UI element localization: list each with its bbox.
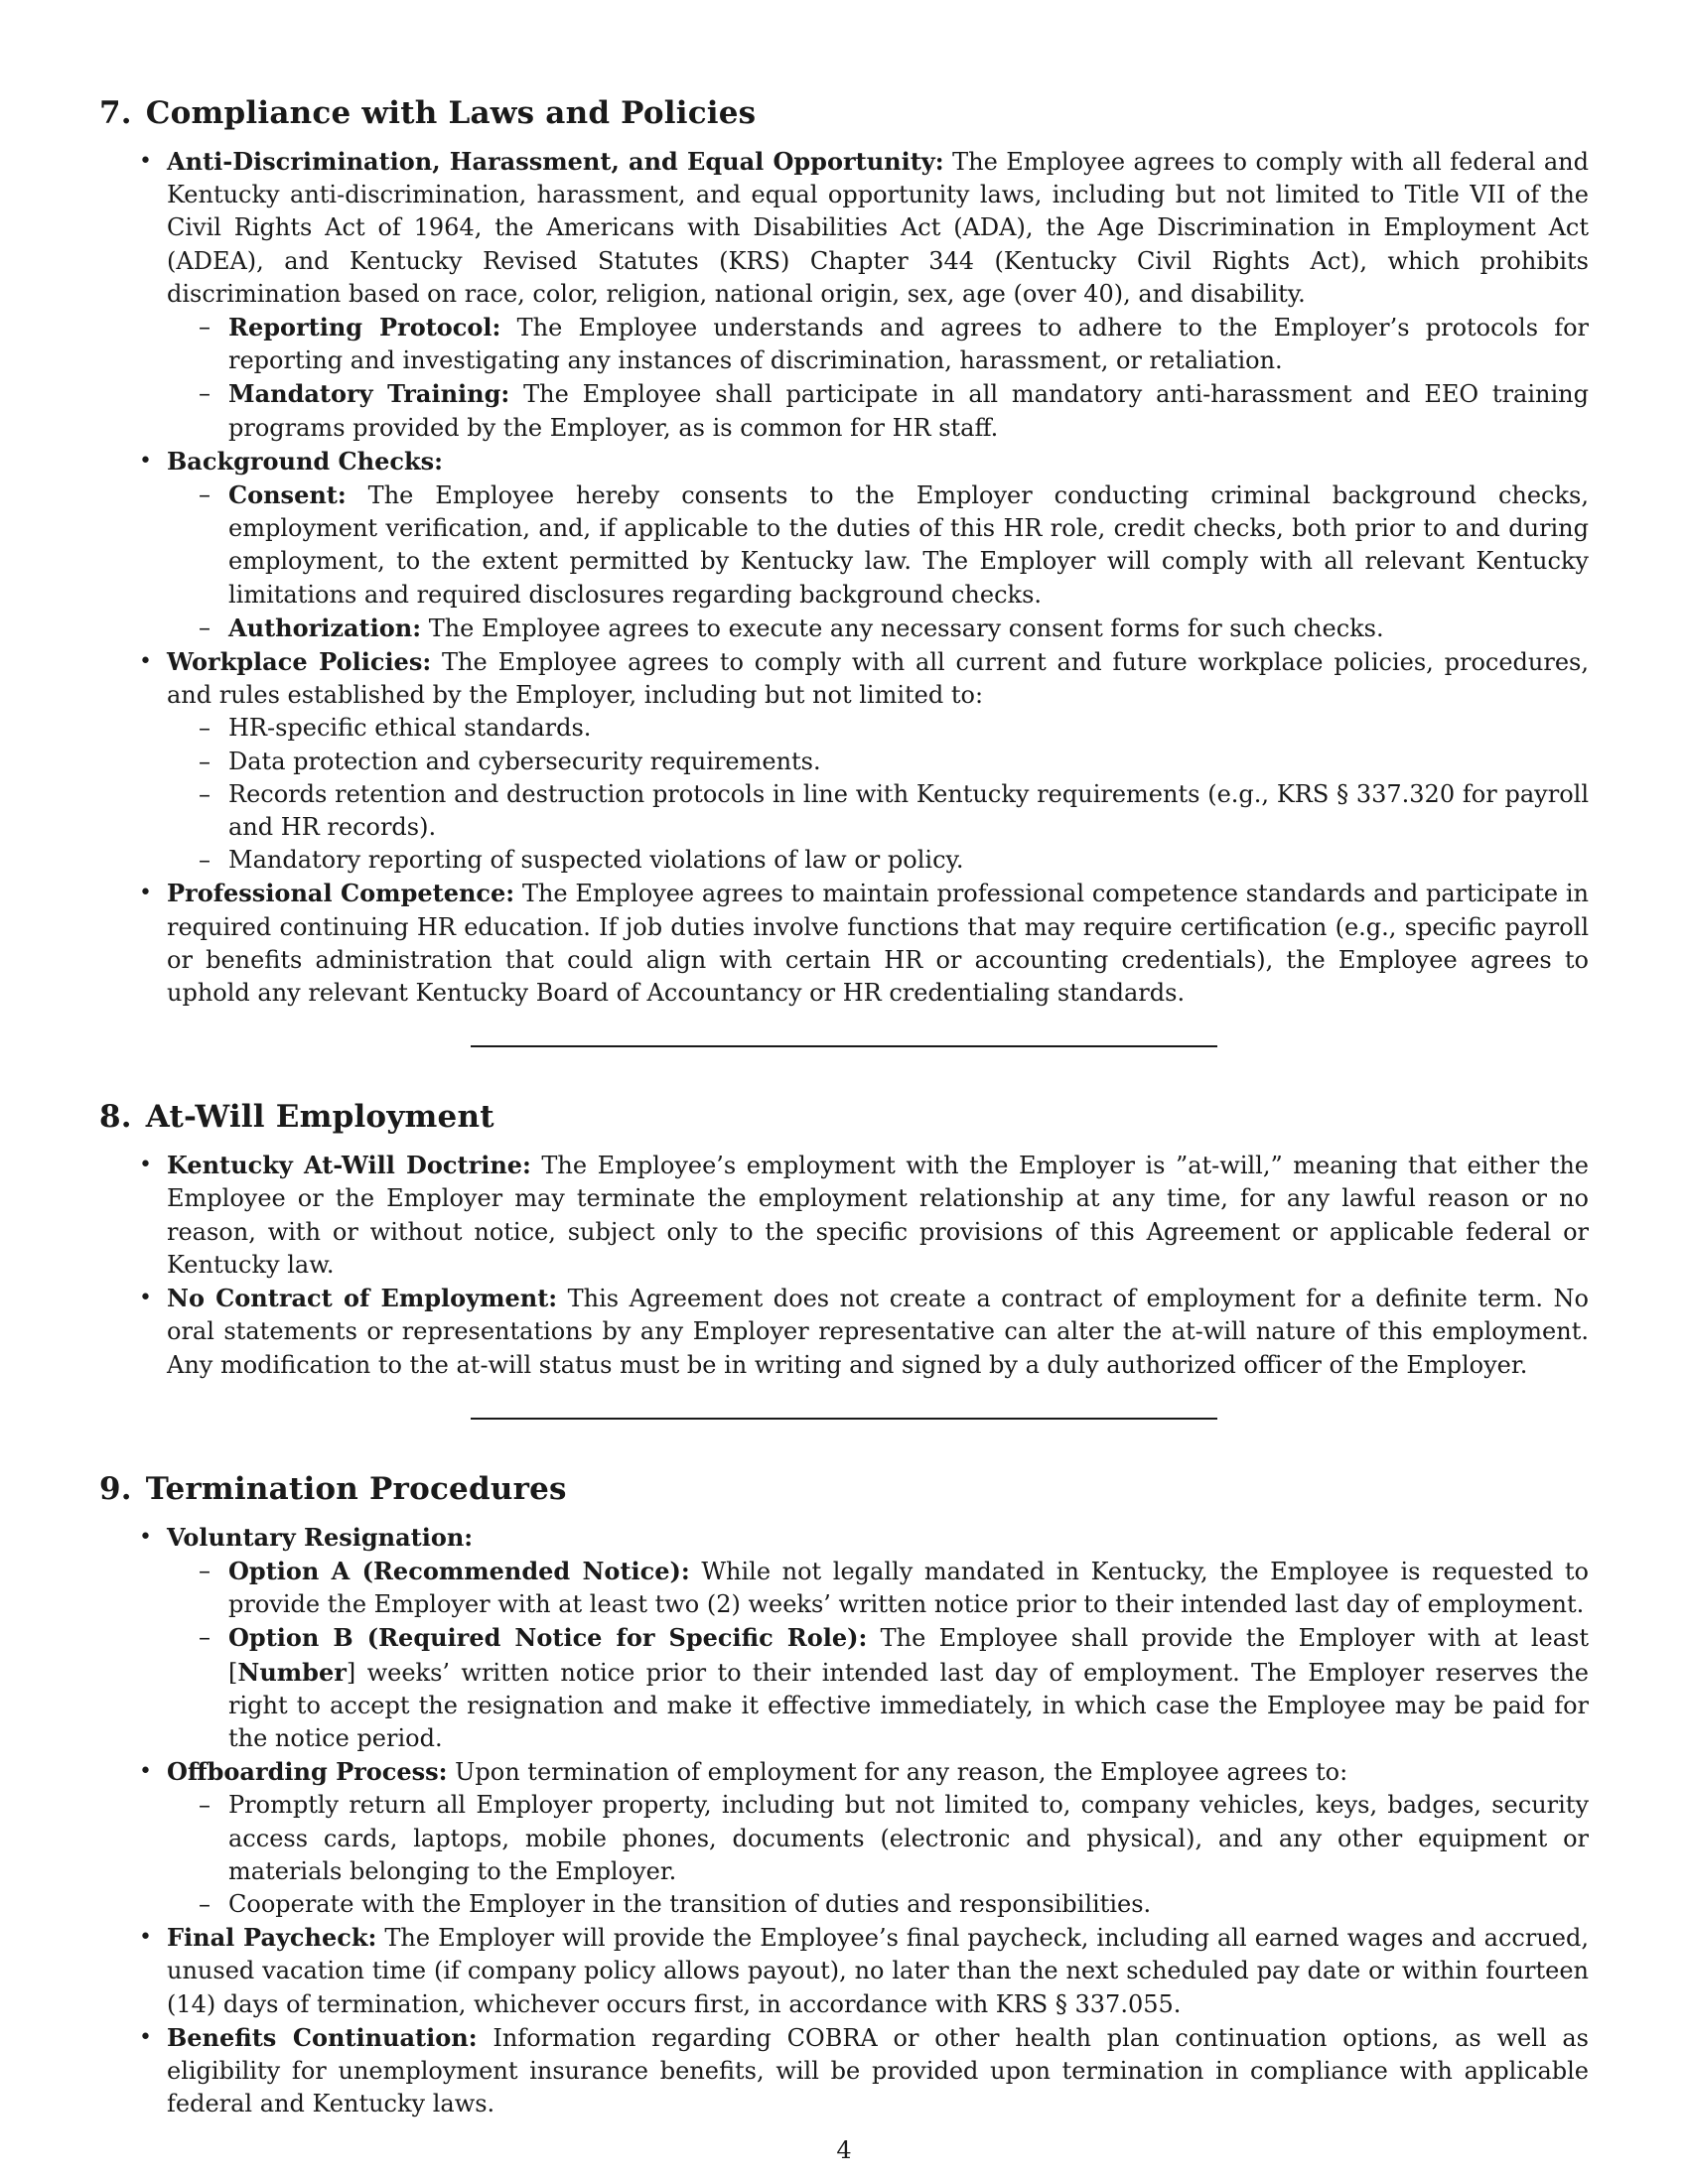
sub-list-item: – Option A (Recommended Notice): While not legally mandated in Kentucky, the Employee is requested to provide the Employer with at least two (2) weeks’ written notice prior to their intended last day of employment. [167,1555,1589,1621]
sub-list-item: – Mandatory Training: The Employee shall participate in all mandatory anti-harassment and EEO training programs provided by the Employer, as is common for HR staff. [167,377,1589,444]
sub-list [167,478,1589,645]
section-8-list [99,1149,1589,1381]
sub-list-item: – HR-specific ethical standards. [167,712,1589,745]
list-item: • Anti-Discrimination, Harassment, and Equal Opportunity: The Employee agrees to comply with all federal and Kentucky anti-discrimination, harassment, and equal opportunity laws, including but not limited to Title VII of the Civil Rights Act of 1964, the Americans with Disabilities Act (ADA), the Age Discrimination in Employment Act (ADEA), and Kentucky Revised Statutes (KRS) Chapter 344 (Kentucky Civil Rights Act), which prohibits discrimination based on race, color, religion, national origin, sex, age (over 40), and disability. – Reporting Protocol: The Employee understands and agrees to adhere to the Employer’s protocols for reporting and investigating any instances of discrimination, harassment, or retaliation. – Mandatory Training: The Employee shall participate in all mandatory anti-harassment and EEO training programs provided by the Employer, as is common for HR staff. [99,145,1589,445]
sub-list [167,712,1589,877]
sub-list [167,1789,1589,1921]
list-item: • Offboarding Process: Upon termination of employment for any reason, the Employee agrees to: – Promptly return all Employer property, including but not limited to, company vehicles, keys, badges, security access cards, laptops, mobile phones, documents (electronic and physical), and any other equipment or materials belonging to the Employer. – Cooperate with the Employer in the transition of duties and responsibilities. [99,1755,1589,1921]
sub-list [167,311,1589,445]
sub-list-item: – Records retention and destruction protocols in line with Kentucky requirements (e.g., KRS § 337.320 for payroll and HR records). [167,778,1589,844]
sub-list-item: – Cooperate with the Employer in the transition of duties and responsibilities. [167,1888,1589,1921]
section-8-heading: 8. At-Will Employment [99,1099,494,1136]
list-item: • Voluntary Resignation: – Option A (Recommended Notice): While not legally mandated in Kentucky, the Employee is requested to provide the Employer with at least two (2) weeks’ written notice prior to their intended last day of employment. – Option B (Required Notice for Specific Role): The Employee shall provide the Employer with at least [Number] weeks’ written notice prior to their intended last day of employment. The Employer reserves the right to accept the resignation and make it effective immediately, in which case the Employee may be paid for the notice period. [99,1521,1589,1755]
document-page [99,91,1589,2120]
section-7-heading: 7. Compliance with Laws and Policies [99,95,757,131]
sub-list-item: – Promptly return all Employer property, including but not limited to, company vehicles, keys, badges, security access cards, laptops, mobile phones, documents (electronic and physical), and any other equipment or materials belonging to the Employer. [167,1789,1589,1888]
list-item: • Kentucky At-Will Doctrine: The Employee’s employment with the Employer is ”at-will,” meaning that either the Employee or the Employer may terminate the employment relationship at any time, for any lawful reason or no reason, with or without notice, subject only to the specific provisions of this Agreement or applicable federal or Kentucky law. [99,1149,1589,1282]
sub-list-item: – Authorization: The Employee agrees to execute any necessary consent forms for such checks. [167,612,1589,645]
section-9-list [99,1521,1589,2121]
section-9-heading: 9. Termination Procedures [99,1470,567,1507]
section-divider [471,1045,1217,1047]
list-item: • Background Checks: – Consent: The Employee hereby consents to the Employer conducting criminal background checks, employment verification, and, if applicable to the duties of this HR role, credit checks, both prior to and during employment, to the extent permitted by Kentucky law. The Employer will comply with all relevant Kentucky limitations and required disclosures regarding background checks. – Authorization: The Employee agrees to execute any necessary consent forms for such checks. [99,445,1589,645]
sub-list-item: – Reporting Protocol: The Employee understands and agrees to adhere to the Employer’s protocols for reporting and investigating any instances of discrimination, harassment, or retaliation. [167,311,1589,377]
list-item: • Final Paycheck: The Employer will provide the Employee’s final paycheck, including all earned wages and accrued, unused vacation time (if company policy allows payout), no later than the next scheduled pay date or within fourteen (14) days of termination, whichever occurs first, in accordance with KRS § 337.055. [99,1921,1589,2021]
section-divider [471,1418,1217,1420]
list-item: • Professional Competence: The Employee agrees to maintain professional competence standards and participate in required continuing HR education. If job duties involve functions that may require certification (e.g., specific payroll or benefits administration that could align with certain HR or accounting credentials), the Employee agrees to uphold any relevant Kentucky Board of Accountancy or HR credentialing standards. [99,877,1589,1010]
sub-list-item: – Data protection and cybersecurity requirements. [167,746,1589,778]
sub-list-item: – Mandatory reporting of suspected violations of law or policy. [167,844,1589,877]
sub-list-item: – Consent: The Employee hereby consents to the Employer conducting criminal background checks, employment verification, and, if applicable to the duties of this HR role, credit checks, both prior to and during employment, to the extent permitted by Kentucky law. The Employer will comply with all relevant Kentucky limitations and required disclosures regarding background checks. [167,478,1589,612]
list-item: • No Contract of Employment: This Agreement does not create a contract of employment for a definite term. No oral statements or representations by any Employer representative can alter the at-will nature of this employment. Any modification to the at-will status must be in writing and signed by a duly authorized officer of the Employer. [99,1282,1589,1382]
list-item: • Workplace Policies: The Employee agrees to comply with all current and future workplace policies, procedures, and rules established by the Employer, including but not limited to: – HR-specific ethical standards. – Data protection and cybersecurity requirements. – Records retention and destruction protocols in line with Kentucky requirements (e.g., KRS § 337.320 for payroll and HR records). – Mandatory reporting of suspected violations of law or policy. [99,645,1589,877]
section-7-list [99,145,1589,1010]
placeholder-number: Number [237,1657,347,1687]
sub-list-item: – Option B (Required Notice for Specific Role): The Employee shall provide the Employer with at least [Number] weeks’ written notice prior to their intended last day of employment. The Employer reserves the right to accept the resignation and make it effective immediately, in which case the Employee may be paid for the notice period. [167,1621,1589,1755]
page-number: 4 [836,2136,852,2164]
sub-list [167,1555,1589,1755]
list-item: • Benefits Continuation: Information regarding COBRA or other health plan continuation options, as well as eligibility for unemployment insurance benefits, will be provided upon termination in compliance with applicable federal and Kentucky laws. [99,2021,1589,2121]
